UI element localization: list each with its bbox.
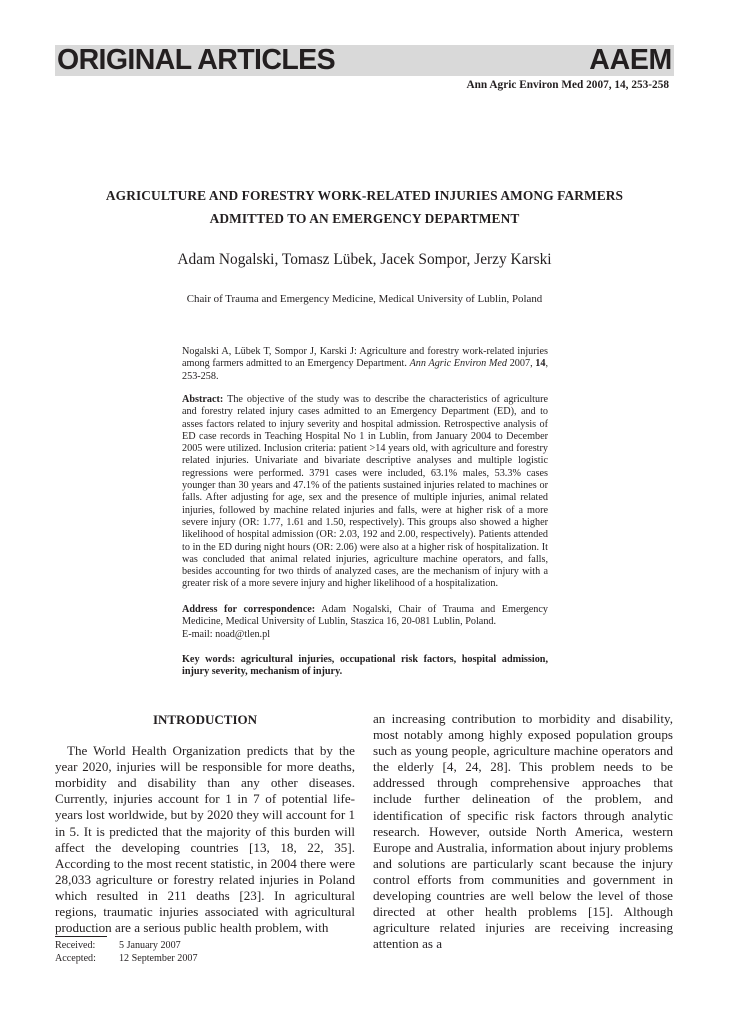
journal-citation: Ann Agric Environ Med 2007, 14, 253-258 bbox=[466, 79, 669, 91]
abstract-block bbox=[182, 394, 548, 591]
accepted-row bbox=[55, 953, 198, 966]
body-paragraph-left: The World Health Organization predicts that by the year 2020, injuries will be responsible for more deaths, morbidity and disability than any other diseases. Currently, injuries account for 1 in 7 of potential life-years lost worldwide, but by 2020 they will account for 1 in 5. It is predicted that the majority of this burden will affect the developing countries [13, 18, 22, 35]. According to the most recent statistic, in 2004 there were 28,033 agriculture or forestry related injuries in Poland which resulted in 211 deaths [23]. In agricultural regions, traumatic injuries associated with agricultural production are a serious public health problem, with bbox=[55, 743, 356, 936]
section-banner bbox=[55, 45, 674, 76]
footnotes bbox=[55, 940, 198, 965]
body-column-left bbox=[55, 711, 355, 936]
footnote-divider bbox=[55, 936, 107, 937]
section-heading-introduction: INTRODUCTION bbox=[152, 712, 257, 727]
keywords-text: agricultural injuries, occupational risk factors, hospital admission, injury severity, mechanism of injury. bbox=[182, 654, 548, 678]
citation-journal: Ann Agric Environ Med bbox=[409, 358, 508, 370]
accepted-label: Accepted: bbox=[55, 952, 96, 964]
abstract-label: Abstract: bbox=[182, 394, 224, 405]
body-paragraph-right: an increasing contribution to morbidity and disability, most notably among highly exposed population groups such as young people, agriculture machine operators and the elderly [4, 24, 28]. This problem needs to be addressed through comprehensive approaches that include further delineation of the problem, and identification of specific risk factors through analytic research. However, outside North America, western Europe and Australia, information about injury problems and solutions are particularly scant because the injury control efforts from communities and government in developing countries are well below the level of those directed at other health problems [15]. Although agriculture related injuries are receiving increasing attention as a bbox=[373, 711, 673, 952]
body-column-right bbox=[373, 711, 673, 952]
article-title bbox=[55, 185, 674, 230]
citation-block bbox=[182, 346, 548, 383]
keywords-label: Key words: bbox=[182, 654, 236, 665]
correspondence-block bbox=[182, 604, 548, 641]
correspondence-text: Adam Nogalski, Chair of Trauma and Emergency Medicine, Medical University of Lublin, Staszica 16, 20-081 Lublin, Poland. bbox=[182, 604, 548, 628]
citation-pages: , 253-258. bbox=[182, 358, 549, 382]
received-label: Received: bbox=[55, 940, 96, 951]
keywords-block bbox=[182, 654, 548, 679]
section-label: ORIGINAL ARTICLES bbox=[57, 44, 335, 76]
accepted-date: 12 September 2007 bbox=[119, 952, 198, 964]
citation-text: Nogalski A, Lübek T, Sompor J, Karski J: Agriculture and forestry work-related injuries among farmers admitted to an Emergency Department. bbox=[182, 346, 548, 370]
author-list: Adam Nogalski, Tomasz Lübek, Jacek Sompor, Jerzy Karski bbox=[177, 251, 552, 268]
citation-volume: 14 bbox=[535, 358, 546, 370]
received-row bbox=[55, 940, 198, 953]
citation-year: 2007, bbox=[507, 358, 536, 370]
article-title-line-2: ADMITTED TO AN EMERGENCY DEPARTMENT bbox=[209, 210, 520, 226]
article-title-line-1: AGRICULTURE AND FORESTRY WORK-RELATED INJURIES AMONG FARMERS bbox=[105, 188, 624, 203]
journal-logo-text: AAEM bbox=[589, 44, 672, 76]
abstract-text: The objective of the study was to describe the characteristics of agriculture and forestry related injury cases admitted to an Emergency Department (ED), and to asses factors related to injury severity and hospital admission. Retrospective analysis of ED case records in Teaching Hospital No 1 in Lublin, from January 2004 to December 2005 were utilized. Inclusion criteria: patient >14 years old, with agriculture and forestry related injuries. Univariate and bivariate descriptive analyses and multiple logistic regressions were performed. 3791 cases were included, 63.1% males, 53.3% cases younger than 30 years and 47.1% of the patients sustained injuries related to machines or falls. After adjusting for age, sex and the presence of multiple injuries, animal related injuries, followed by machine related injuries and falls, were at higher risk of a more severe injury (OR: 1.77, 1.61 and 1.50, respectively). This groups also showed a higher likelihood of hospital admission (OR: 2.03, 192 and 2.00, respectively). Patients attended to in the ED during night hours (OR: 2.06) were also at a higher risk of hospitalization. It was concluded that animal related injuries, agriculture machine operators, and falls, besides accounting for two thirds of analyzed cases, are the mechanism of injury with a greater risk of a more severe injury and higher likelihood of a hospitalization. bbox=[182, 394, 548, 590]
affiliation: Chair of Trauma and Emergency Medicine, Medical University of Lublin, Poland bbox=[186, 293, 543, 305]
received-date: 5 January 2007 bbox=[119, 940, 181, 951]
correspondence-email: E-mail: noad@tlen.pl bbox=[182, 628, 271, 640]
correspondence-label: Address for correspondence: bbox=[182, 604, 316, 615]
